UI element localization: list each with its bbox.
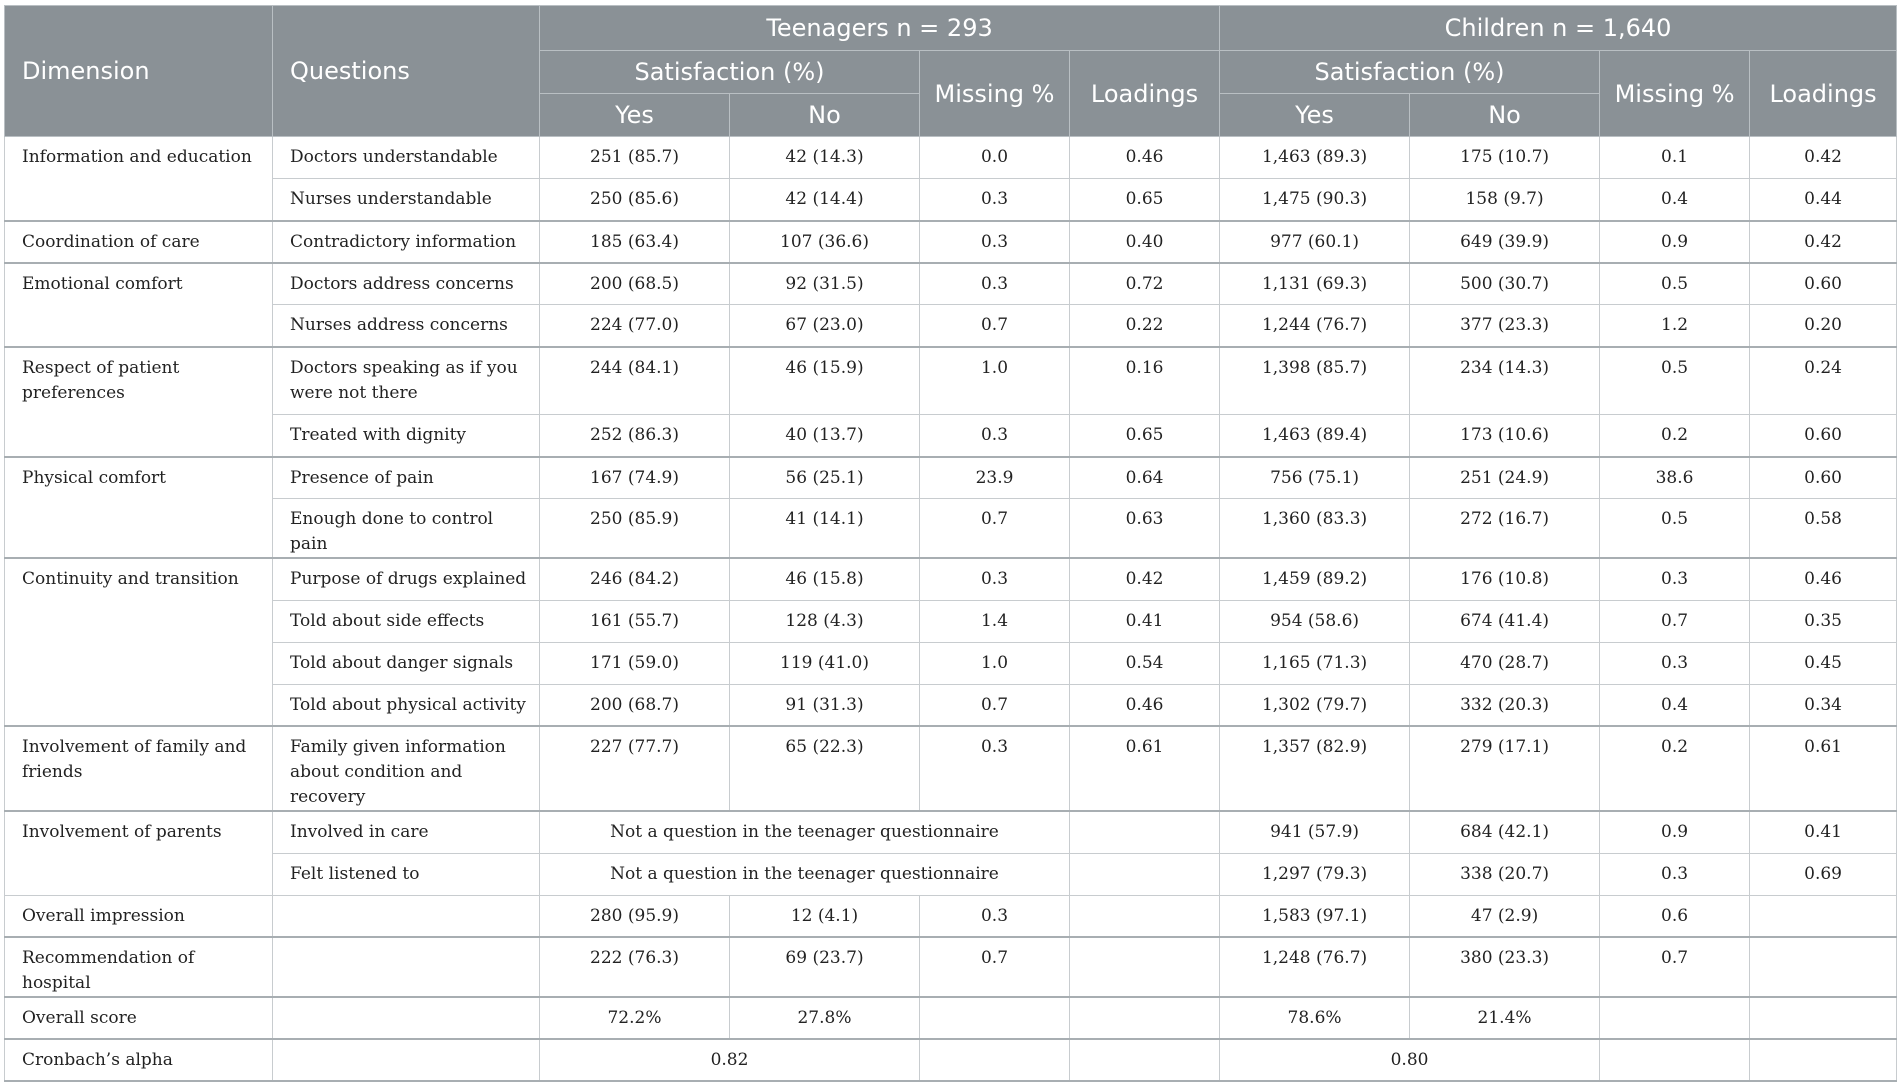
child-loading-cell: 0.60 [1750, 457, 1897, 499]
table-row [5, 221, 1897, 263]
child-alpha-cell: 0.80 [1220, 1039, 1600, 1081]
teen-yes-cell: 171 (59.0) [540, 642, 730, 684]
child-missing-cell: 0.6 [1600, 895, 1750, 937]
header-teen-loadings: Loadings [1070, 51, 1220, 137]
teen-loading-cell: 0.63 [1070, 499, 1220, 559]
question-cell [273, 895, 540, 937]
teen-missing-cell: 0.3 [920, 221, 1070, 263]
question-cell: Doctors understandable [273, 137, 540, 179]
dimension-cell: Coordination of care [5, 221, 273, 263]
child-loading-cell [1750, 997, 1897, 1039]
table-row [5, 811, 1897, 853]
child-no-cell: 158 (9.7) [1410, 179, 1600, 221]
teen-missing-cell: 0.3 [920, 263, 1070, 305]
table-row [5, 600, 1897, 642]
header-teenagers: Teenagers n = 293 [540, 6, 1220, 51]
dimension-cell: Involvement of family and friends [5, 726, 273, 811]
teen-missing-cell: 0.3 [920, 895, 1070, 937]
teen-no-cell: 56 (25.1) [730, 457, 920, 499]
child-yes-cell: 1,297 (79.3) [1220, 853, 1410, 895]
dimension-cell [5, 642, 273, 684]
teen-loading-cell: 0.61 [1070, 726, 1220, 811]
child-loading-cell: 0.69 [1750, 853, 1897, 895]
child-missing-cell: 0.7 [1600, 600, 1750, 642]
question-cell: Nurses address concerns [273, 305, 540, 347]
teen-yes-cell: 251 (85.7) [540, 137, 730, 179]
child-yes-cell: 1,131 (69.3) [1220, 263, 1410, 305]
dimension-cell [5, 499, 273, 559]
child-yes-cell: 1,165 (71.3) [1220, 642, 1410, 684]
teen-yes-cell: 200 (68.5) [540, 263, 730, 305]
child-missing-cell: 0.7 [1600, 937, 1750, 997]
header-child-missing: Missing % [1600, 51, 1750, 137]
child-no-cell: 234 (14.3) [1410, 347, 1600, 415]
question-cell: Contradictory information [273, 221, 540, 263]
header-questions: Questions [273, 6, 540, 137]
teen-missing-cell: 0.3 [920, 726, 1070, 811]
child-loading-cell: 0.44 [1750, 179, 1897, 221]
table-row [5, 997, 1897, 1039]
teen-no-cell: 65 (22.3) [730, 726, 920, 811]
teen-loading-cell [1070, 811, 1220, 853]
child-no-cell: 21.4% [1410, 997, 1600, 1039]
child-missing-cell [1600, 1039, 1750, 1081]
not-applicable-note: Not a question in the teenager questionnaire [540, 853, 1070, 895]
child-no-cell: 272 (16.7) [1410, 499, 1600, 559]
dimension-cell: Overall impression [5, 895, 273, 937]
child-missing-cell: 0.3 [1600, 558, 1750, 600]
child-missing-cell [1600, 997, 1750, 1039]
question-cell: Family given information about condition and recovery [273, 726, 540, 811]
teen-loading-cell: 0.46 [1070, 137, 1220, 179]
child-yes-cell: 954 (58.6) [1220, 600, 1410, 642]
table-body [5, 137, 1897, 1082]
teen-loading-cell: 0.65 [1070, 179, 1220, 221]
child-yes-cell: 78.6% [1220, 997, 1410, 1039]
child-loading-cell: 0.60 [1750, 263, 1897, 305]
child-yes-cell: 1,475 (90.3) [1220, 179, 1410, 221]
child-missing-cell: 0.3 [1600, 642, 1750, 684]
child-loading-cell: 0.42 [1750, 221, 1897, 263]
teen-yes-cell: 167 (74.9) [540, 457, 730, 499]
child-loading-cell: 0.60 [1750, 415, 1897, 457]
table-row [5, 137, 1897, 179]
teen-no-cell: 41 (14.1) [730, 499, 920, 559]
child-yes-cell: 941 (57.9) [1220, 811, 1410, 853]
child-missing-cell: 0.2 [1600, 415, 1750, 457]
question-cell: Told about side effects [273, 600, 540, 642]
teen-loading-cell: 0.42 [1070, 558, 1220, 600]
child-missing-cell: 38.6 [1600, 457, 1750, 499]
results-table [4, 5, 1897, 1082]
table-row [5, 895, 1897, 937]
teen-loading-cell: 0.40 [1070, 221, 1220, 263]
child-loading-cell: 0.41 [1750, 811, 1897, 853]
teen-no-cell: 128 (4.3) [730, 600, 920, 642]
child-loading-cell: 0.45 [1750, 642, 1897, 684]
child-yes-cell: 1,357 (82.9) [1220, 726, 1410, 811]
child-loading-cell: 0.24 [1750, 347, 1897, 415]
teen-yes-cell: 250 (85.6) [540, 179, 730, 221]
teen-missing-cell: 0.7 [920, 305, 1070, 347]
dimension-cell: Physical comfort [5, 457, 273, 499]
dimension-cell: Cronbach’s alpha [5, 1039, 273, 1081]
child-no-cell: 173 (10.6) [1410, 415, 1600, 457]
child-missing-cell: 0.4 [1600, 179, 1750, 221]
table-row [5, 347, 1897, 415]
question-cell: Treated with dignity [273, 415, 540, 457]
teen-missing-cell: 0.7 [920, 499, 1070, 559]
teen-missing-cell [920, 997, 1070, 1039]
dimension-cell: Emotional comfort [5, 263, 273, 305]
dimension-cell: Respect of patient preferences [5, 347, 273, 415]
teen-no-cell: 67 (23.0) [730, 305, 920, 347]
child-yes-cell: 1,248 (76.7) [1220, 937, 1410, 997]
child-no-cell: 251 (24.9) [1410, 457, 1600, 499]
child-yes-cell: 1,463 (89.4) [1220, 415, 1410, 457]
header-teen-missing: Missing % [920, 51, 1070, 137]
teen-no-cell: 27.8% [730, 997, 920, 1039]
child-loading-cell: 0.61 [1750, 726, 1897, 811]
table-row [5, 457, 1897, 499]
not-applicable-note: Not a question in the teenager questionnaire [540, 811, 1070, 853]
table-header [5, 6, 1897, 137]
table-row [5, 263, 1897, 305]
teen-loading-cell: 0.65 [1070, 415, 1220, 457]
question-cell: Doctors speaking as if you were not there [273, 347, 540, 415]
teen-loading-cell: 0.41 [1070, 600, 1220, 642]
teen-missing-cell: 0.7 [920, 684, 1070, 726]
teen-alpha-cell: 0.82 [540, 1039, 920, 1081]
teen-no-cell: 46 (15.8) [730, 558, 920, 600]
header-teen-satisfaction: Satisfaction (%) [540, 51, 920, 94]
question-cell: Purpose of drugs explained [273, 558, 540, 600]
child-missing-cell: 0.9 [1600, 221, 1750, 263]
header-child-no: No [1410, 94, 1600, 137]
teen-no-cell: 107 (36.6) [730, 221, 920, 263]
child-loading-cell [1750, 937, 1897, 997]
teen-yes-cell: 244 (84.1) [540, 347, 730, 415]
child-no-cell: 674 (41.4) [1410, 600, 1600, 642]
teen-missing-cell: 0.0 [920, 137, 1070, 179]
question-cell: Involved in care [273, 811, 540, 853]
child-missing-cell: 0.5 [1600, 347, 1750, 415]
teen-missing-cell: 1.4 [920, 600, 1070, 642]
child-no-cell: 377 (23.3) [1410, 305, 1600, 347]
child-loading-cell: 0.34 [1750, 684, 1897, 726]
teen-yes-cell: 161 (55.7) [540, 600, 730, 642]
teen-loading-cell [1070, 895, 1220, 937]
teen-loading-cell [1070, 853, 1220, 895]
teen-yes-cell: 246 (84.2) [540, 558, 730, 600]
header-teen-yes: Yes [540, 94, 730, 137]
child-no-cell: 684 (42.1) [1410, 811, 1600, 853]
table-row [5, 642, 1897, 684]
dimension-cell: Information and education [5, 137, 273, 179]
child-no-cell: 500 (30.7) [1410, 263, 1600, 305]
child-loading-cell: 0.20 [1750, 305, 1897, 347]
question-cell: Presence of pain [273, 457, 540, 499]
dimension-cell: Involvement of parents [5, 811, 273, 853]
child-yes-cell: 977 (60.1) [1220, 221, 1410, 263]
child-missing-cell: 0.5 [1600, 499, 1750, 559]
teen-yes-cell: 200 (68.7) [540, 684, 730, 726]
dimension-cell [5, 684, 273, 726]
child-no-cell: 332 (20.3) [1410, 684, 1600, 726]
teen-loading-cell: 0.22 [1070, 305, 1220, 347]
dimension-cell [5, 853, 273, 895]
question-cell: Nurses understandable [273, 179, 540, 221]
teen-loading-cell: 0.72 [1070, 263, 1220, 305]
child-missing-cell: 0.2 [1600, 726, 1750, 811]
teen-yes-cell: 185 (63.4) [540, 221, 730, 263]
teen-yes-cell: 222 (76.3) [540, 937, 730, 997]
teen-no-cell: 12 (4.1) [730, 895, 920, 937]
table-row [5, 1039, 1897, 1081]
dimension-cell: Overall score [5, 997, 273, 1039]
teen-loading-cell [1070, 1039, 1220, 1081]
teen-loading-cell: 0.16 [1070, 347, 1220, 415]
question-cell: Enough done to control pain [273, 499, 540, 559]
question-cell: Doctors address concerns [273, 263, 540, 305]
header-child-yes: Yes [1220, 94, 1410, 137]
question-cell: Felt listened to [273, 853, 540, 895]
teen-missing-cell [920, 1039, 1070, 1081]
teen-no-cell: 91 (31.3) [730, 684, 920, 726]
table-row [5, 558, 1897, 600]
child-missing-cell: 0.9 [1600, 811, 1750, 853]
question-cell: Told about danger signals [273, 642, 540, 684]
child-loading-cell: 0.35 [1750, 600, 1897, 642]
child-loading-cell: 0.58 [1750, 499, 1897, 559]
child-loading-cell: 0.42 [1750, 137, 1897, 179]
teen-no-cell: 119 (41.0) [730, 642, 920, 684]
teen-missing-cell: 23.9 [920, 457, 1070, 499]
question-cell [273, 1039, 540, 1081]
question-cell [273, 997, 540, 1039]
child-missing-cell: 1.2 [1600, 305, 1750, 347]
child-no-cell: 175 (10.7) [1410, 137, 1600, 179]
teen-yes-cell: 280 (95.9) [540, 895, 730, 937]
child-yes-cell: 1,398 (85.7) [1220, 347, 1410, 415]
teen-no-cell: 40 (13.7) [730, 415, 920, 457]
dimension-cell [5, 179, 273, 221]
header-teen-no: No [730, 94, 920, 137]
child-yes-cell: 1,459 (89.2) [1220, 558, 1410, 600]
dimension-cell: Continuity and transition [5, 558, 273, 600]
child-yes-cell: 1,360 (83.3) [1220, 499, 1410, 559]
child-no-cell: 470 (28.7) [1410, 642, 1600, 684]
child-loading-cell: 0.46 [1750, 558, 1897, 600]
header-children: Children n = 1,640 [1220, 6, 1897, 51]
child-missing-cell: 0.5 [1600, 263, 1750, 305]
child-loading-cell [1750, 895, 1897, 937]
table-row [5, 853, 1897, 895]
dimension-cell [5, 600, 273, 642]
teen-no-cell: 69 (23.7) [730, 937, 920, 997]
table-row [5, 499, 1897, 559]
dimension-cell [5, 415, 273, 457]
header-dimension: Dimension [5, 6, 273, 137]
table-row [5, 726, 1897, 811]
teen-no-cell: 42 (14.4) [730, 179, 920, 221]
teen-missing-cell: 1.0 [920, 642, 1070, 684]
teen-missing-cell: 0.3 [920, 179, 1070, 221]
teen-no-cell: 42 (14.3) [730, 137, 920, 179]
question-cell [273, 937, 540, 997]
child-no-cell: 279 (17.1) [1410, 726, 1600, 811]
dimension-cell [5, 305, 273, 347]
child-yes-cell: 1,463 (89.3) [1220, 137, 1410, 179]
teen-yes-cell: 252 (86.3) [540, 415, 730, 457]
child-yes-cell: 1,244 (76.7) [1220, 305, 1410, 347]
child-loading-cell [1750, 1039, 1897, 1081]
table-row [5, 937, 1897, 997]
dimension-cell: Recommendation of hospital [5, 937, 273, 997]
teen-loading-cell: 0.46 [1070, 684, 1220, 726]
teen-missing-cell: 0.3 [920, 415, 1070, 457]
table-row [5, 305, 1897, 347]
child-no-cell: 176 (10.8) [1410, 558, 1600, 600]
child-no-cell: 47 (2.9) [1410, 895, 1600, 937]
teen-yes-cell: 72.2% [540, 997, 730, 1039]
child-missing-cell: 0.1 [1600, 137, 1750, 179]
teen-loading-cell [1070, 937, 1220, 997]
teen-loading-cell: 0.64 [1070, 457, 1220, 499]
question-cell: Told about physical activity [273, 684, 540, 726]
child-no-cell: 338 (20.7) [1410, 853, 1600, 895]
table-row [5, 179, 1897, 221]
teen-loading-cell [1070, 997, 1220, 1039]
header-child-loadings: Loadings [1750, 51, 1897, 137]
teen-yes-cell: 227 (77.7) [540, 726, 730, 811]
table-row [5, 684, 1897, 726]
child-yes-cell: 756 (75.1) [1220, 457, 1410, 499]
child-missing-cell: 0.3 [1600, 853, 1750, 895]
child-missing-cell: 0.4 [1600, 684, 1750, 726]
child-yes-cell: 1,583 (97.1) [1220, 895, 1410, 937]
child-yes-cell: 1,302 (79.7) [1220, 684, 1410, 726]
teen-yes-cell: 250 (85.9) [540, 499, 730, 559]
child-no-cell: 649 (39.9) [1410, 221, 1600, 263]
teen-loading-cell: 0.54 [1070, 642, 1220, 684]
header-child-satisfaction: Satisfaction (%) [1220, 51, 1600, 94]
teen-no-cell: 46 (15.9) [730, 347, 920, 415]
teen-missing-cell: 0.3 [920, 558, 1070, 600]
teen-missing-cell: 0.7 [920, 937, 1070, 997]
teen-yes-cell: 224 (77.0) [540, 305, 730, 347]
child-no-cell: 380 (23.3) [1410, 937, 1600, 997]
teen-no-cell: 92 (31.5) [730, 263, 920, 305]
teen-missing-cell: 1.0 [920, 347, 1070, 415]
table-row [5, 415, 1897, 457]
